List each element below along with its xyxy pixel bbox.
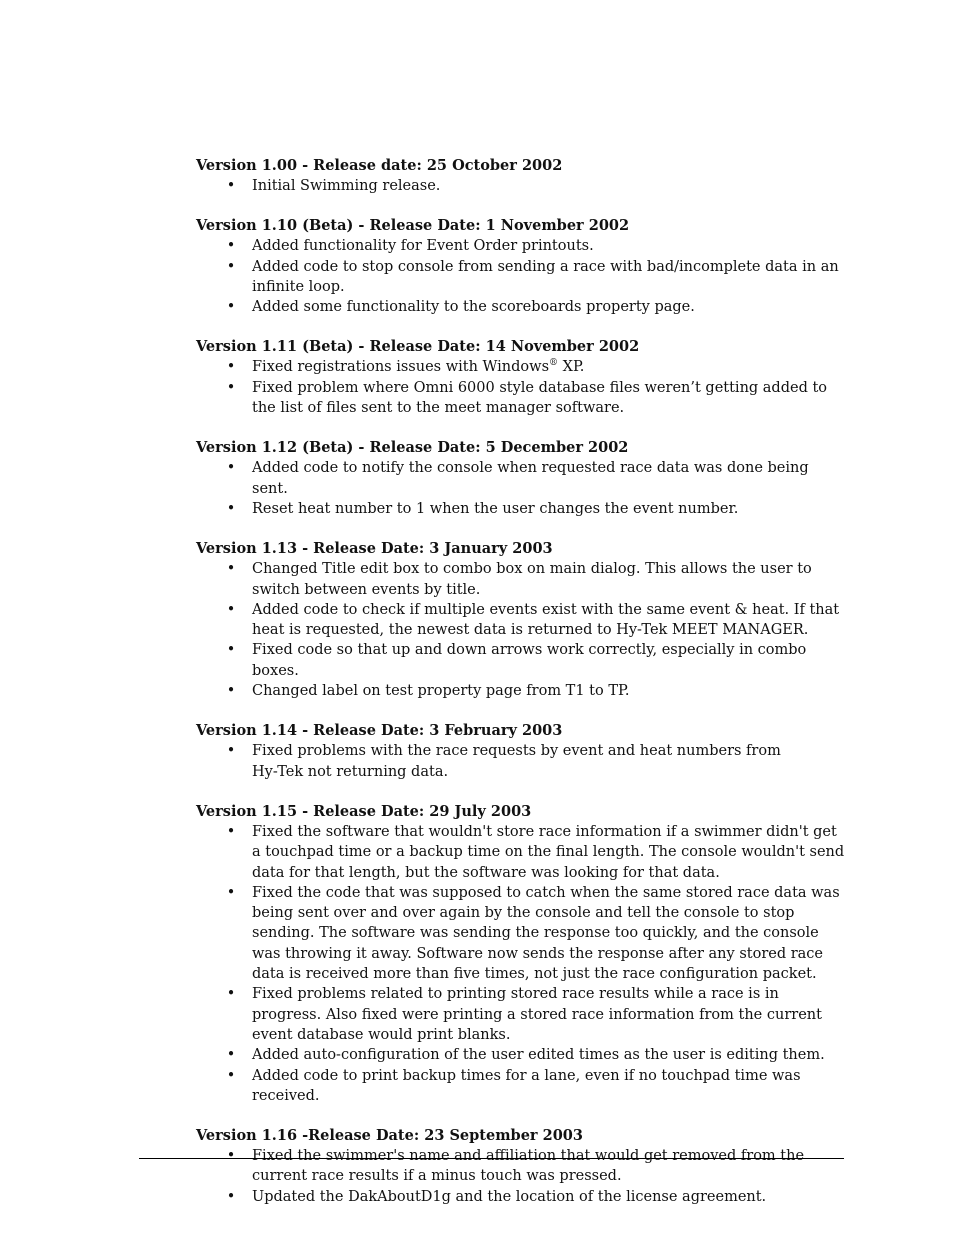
change-text: Fixed the code that was supposed to catch when the same stored race data was being sent over and over again by the console and tell the console to stop sending. The software was sending the response too quickly, and the console was throwing it away. Software now sends the response after any stored race data is received more than five times, not just the race configuration packet.: [252, 884, 840, 983]
change-text: Added auto-configuration of the user edited times as the user is editing them.: [252, 1047, 825, 1064]
version-heading: Version 1.12 (Beta) - Release Date: 5 December 2002: [196, 439, 629, 457]
change-text-line2: Hy-Tek not returning data.: [252, 763, 449, 780]
change-text: Initial Swimming release.: [252, 178, 441, 194]
change-item: [196, 600, 846, 641]
change-item: [196, 822, 846, 883]
bullet-icon: •: [226, 642, 236, 659]
bullet-icon: •: [226, 1067, 236, 1084]
version-section: [196, 216, 846, 317]
bullet-icon: •: [226, 683, 236, 700]
version-section: [196, 539, 846, 701]
change-list: [196, 1146, 846, 1207]
change-item: [196, 984, 846, 1045]
bullet-icon: •: [226, 359, 236, 376]
bullet-icon: •: [226, 1188, 236, 1205]
bullet-icon: •: [226, 884, 236, 901]
change-text: Fixed problem where Omni 6000 style database files weren’t getting added to the list of files sent to the meet manager software.: [252, 379, 828, 417]
bullet-icon: •: [226, 561, 236, 578]
change-list: [196, 822, 846, 1106]
version-heading: Version 1.13 - Release Date: 3 January 2003: [196, 540, 553, 558]
bullet-icon: •: [226, 500, 236, 517]
bullet-icon: •: [226, 601, 236, 618]
change-text: Added some functionality to the scoreboards property page.: [252, 299, 695, 316]
footer-rule: [139, 1158, 844, 1159]
change-list: [196, 236, 846, 317]
change-text: Fixed code so that up and down arrows work correctly, especially in combo boxes.: [252, 642, 807, 679]
version-heading: Version 1.16 -Release Date: 23 September 2003: [196, 1127, 583, 1145]
bullet-icon: •: [226, 1148, 236, 1165]
change-list: [196, 559, 846, 701]
change-text-continued: XP.: [558, 359, 585, 376]
bullet-icon: •: [226, 238, 236, 255]
release-notes: [196, 156, 846, 1227]
change-item: [196, 236, 846, 256]
version-section: [196, 1126, 846, 1207]
bullet-icon: •: [226, 379, 236, 396]
bullet-icon: •: [226, 258, 236, 275]
change-list: [196, 357, 846, 418]
change-text: Fixed problems with the race requests by event and heat numbers from: [252, 743, 781, 760]
change-text: Added code to check if multiple events exist with the same event & heat. If that heat is requested, the newest data is returned to Hy-Tek MEET MANAGER.: [252, 601, 840, 639]
change-text: Added code to stop console from sending a race with bad/incomplete data in an infinite loop.: [252, 258, 839, 295]
bullet-icon: •: [226, 743, 236, 760]
bullet-icon: •: [226, 460, 236, 477]
change-text: Fixed problems related to printing stored race results while a race is in progress. Also fixed were printing a stored race information from the current event database would print blanks.: [252, 986, 822, 1043]
change-text: Added code to print backup times for a lane, even if no touchpad time was received.: [252, 1067, 801, 1104]
change-item: [196, 741, 846, 782]
change-text: Fixed the software that wouldn't store race information if a swimmer didn't get a touchpad time or a backup time on the final length. The console wouldn't send data for that length, but the software was looking for that data.: [252, 823, 845, 881]
bullet-icon: •: [226, 986, 236, 1003]
version-heading: Version 1.15 - Release Date: 29 July 2003: [196, 802, 532, 820]
change-item: [196, 883, 846, 984]
version-heading: Version 1.00 - Release date: 25 October 2002: [196, 157, 563, 174]
version-heading: Version 1.10 (Beta) - Release Date: 1 November 2002: [196, 217, 630, 235]
change-item: [196, 681, 846, 701]
change-item: [196, 499, 846, 519]
change-item: [196, 458, 846, 499]
version-section: [196, 438, 846, 519]
bullet-icon: •: [226, 823, 236, 840]
change-item: [196, 559, 846, 600]
change-item: [196, 1066, 846, 1107]
change-text: Added code to notify the console when requested race data was done being sent.: [252, 460, 809, 497]
bullet-icon: •: [226, 178, 236, 194]
change-text: Changed Title edit box to combo box on main dialog. This allows the user to switch between events by title.: [252, 561, 812, 598]
change-item: [196, 297, 846, 317]
version-section: [196, 721, 846, 782]
version-section: [196, 156, 846, 196]
change-text: Added functionality for Event Order printouts.: [252, 238, 594, 255]
change-text: Reset heat number to 1 when the user changes the event number.: [252, 500, 739, 517]
change-item: [196, 257, 846, 298]
change-item: [196, 640, 846, 681]
change-item: [196, 1187, 846, 1207]
version-section: [196, 337, 846, 418]
change-list: [196, 176, 846, 196]
change-item: [196, 378, 846, 419]
bullet-icon: •: [226, 1047, 236, 1064]
registered-mark: ®: [549, 358, 559, 369]
change-item: [196, 1146, 846, 1187]
version-section: [196, 802, 846, 1106]
change-list: [196, 458, 846, 519]
bullet-icon: •: [226, 299, 236, 316]
change-text: Changed label on test property page from T1 to TP.: [252, 683, 630, 700]
change-item: [196, 1045, 846, 1065]
version-heading: Version 1.14 - Release Date: 3 February 2003: [196, 722, 563, 740]
change-text: Fixed registrations issues with Windows: [252, 359, 550, 376]
change-text: Fixed the swimmer's name and affiliation that would get removed from the current race results if a minus touch was pressed.: [252, 1148, 805, 1185]
change-item: [196, 176, 846, 196]
change-list: [196, 741, 846, 782]
version-heading: Version 1.11 (Beta) - Release Date: 14 November 2002: [196, 338, 640, 356]
change-text: Updated the DakAboutD1g and the location of the license agreement.: [252, 1188, 767, 1205]
change-item: [196, 357, 846, 377]
